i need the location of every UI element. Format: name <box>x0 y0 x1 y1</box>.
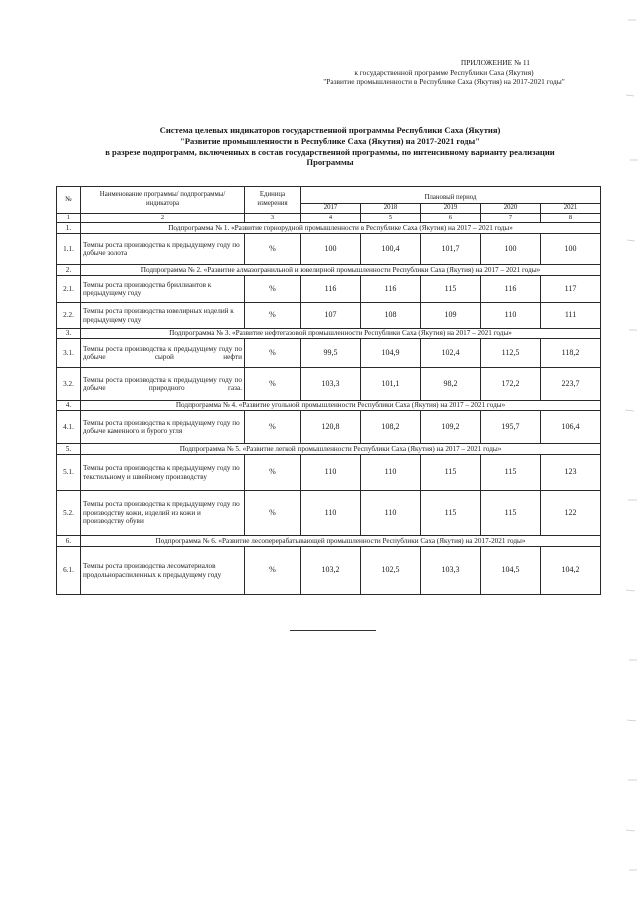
indicator-value: 117 <box>541 276 601 303</box>
indicator-value: 110 <box>301 491 361 536</box>
scan-edge-marks <box>622 0 640 905</box>
indicator-number: 5.1. <box>57 455 81 491</box>
indicator-value: 104,5 <box>481 547 541 595</box>
indicator-value: 115 <box>421 276 481 303</box>
header-name: Наименование программы/ подпрограммы/ индикатора <box>81 187 245 214</box>
subprogram-title: Подпрограмма № 1. «Развитие горнорудной промышленности в Республике Саха (Якутия) на 2017 – 2021 годы» <box>81 223 601 234</box>
indicator-number: 3.2. <box>57 368 81 401</box>
indicator-value: 103,2 <box>301 547 361 595</box>
indicator-value: 118,2 <box>541 339 601 368</box>
column-index: 6 <box>421 213 481 223</box>
appendix-subtitle: к государственной программе Республики Саха (Якутия) <box>354 67 534 77</box>
subprogram-number: 5. <box>57 444 81 455</box>
appendix-block <box>294 58 594 87</box>
indicator-value: 223,7 <box>541 368 601 401</box>
indicator-name: Темпы роста производства бриллиантов к предыдущему году <box>81 276 245 303</box>
indicator-value: 110 <box>361 455 421 491</box>
indicator-row <box>57 455 601 491</box>
indicator-value: 109,2 <box>421 411 481 444</box>
subprogram-title: Подпрограмма № 5. «Развитие легкой промышленности Республики Саха (Якутия) на 2017 – 2021 годы» <box>81 444 601 455</box>
indicator-value: 110 <box>361 491 421 536</box>
indicator-row <box>57 339 601 368</box>
indicator-value: 101,1 <box>361 368 421 401</box>
indicator-value: 101,7 <box>421 234 481 265</box>
indicator-value: 122 <box>541 491 601 536</box>
column-index: 2 <box>81 213 245 223</box>
indicator-value: 109 <box>421 303 481 329</box>
column-index: 4 <box>301 213 361 223</box>
indicator-row <box>57 547 601 595</box>
header-year: 2021 <box>541 204 601 214</box>
header-year: 2017 <box>301 204 361 214</box>
indicator-value: 107 <box>301 303 361 329</box>
column-index: 5 <box>361 213 421 223</box>
indicator-name: Темпы роста производства к предыдущему году по добыче золота <box>81 234 245 265</box>
indicator-value: 100 <box>481 234 541 265</box>
subprogram-row <box>57 329 601 339</box>
indicator-name: Темпы роста производства к предыдущему году по добыче природного газа. <box>81 368 245 401</box>
subprogram-number: 4. <box>57 401 81 411</box>
indicator-value: 115 <box>421 455 481 491</box>
subprogram-number: 1. <box>57 223 81 234</box>
indicator-value: 195,7 <box>481 411 541 444</box>
indicator-value: 99,5 <box>301 339 361 368</box>
subprogram-row <box>57 444 601 455</box>
column-index: 8 <box>541 213 601 223</box>
indicator-value: 104,2 <box>541 547 601 595</box>
indicator-value: 112,5 <box>481 339 541 368</box>
heading-line-1: Система целевых индикаторов государственной программы Республики Саха (Якутия) <box>159 125 501 135</box>
closing-rule <box>290 630 376 631</box>
indicator-value: 120,8 <box>301 411 361 444</box>
subprogram-number: 2. <box>57 265 81 276</box>
indicator-value: 102,5 <box>361 547 421 595</box>
subprogram-title: Подпрограмма № 2. «Развитие алмазогранильной и ювелирной промышленности Республики Саха (Якутия) на 2017 – 2021 годы» <box>81 265 601 276</box>
indicator-value: 110 <box>301 455 361 491</box>
indicator-value: 172,2 <box>481 368 541 401</box>
indicator-number: 5.2. <box>57 491 81 536</box>
document-heading <box>60 125 600 168</box>
header-planned-period: Плановый период <box>301 187 601 204</box>
indicator-unit: % <box>245 547 301 595</box>
indicator-value: 100 <box>301 234 361 265</box>
indicator-name: Темпы роста производства к предыдущему году по добыче каменного и бурого угля <box>81 411 245 444</box>
indicator-value: 108,2 <box>361 411 421 444</box>
indicator-unit: % <box>245 276 301 303</box>
subprogram-row <box>57 536 601 547</box>
indicator-row <box>57 368 601 401</box>
indicator-unit: % <box>245 455 301 491</box>
header-no: № <box>57 187 81 214</box>
indicator-value: 104,9 <box>361 339 421 368</box>
indicator-unit: % <box>245 303 301 329</box>
indicator-number: 3.1. <box>57 339 81 368</box>
subprogram-row <box>57 265 601 276</box>
indicator-row <box>57 303 601 329</box>
indicator-name: Темпы роста производства к предыдущему году по текстильному и швейному производству <box>81 455 245 491</box>
indicator-name: Темпы роста производства ювелирных изделий к предыдущему году <box>81 303 245 329</box>
indicator-value: 115 <box>481 455 541 491</box>
indicator-value: 116 <box>361 276 421 303</box>
subprogram-title: Подпрограмма № 3. «Развитие нефтегазовой промышленности Республики Саха (Якутия) на 2017 – 2021 годы» <box>81 329 601 339</box>
appendix-title: ПРИЛОЖЕНИЕ № 11 <box>460 58 530 67</box>
header-unit: Единица измерения <box>245 187 301 214</box>
heading-line-3: в разрезе подпрограмм, включенных в состав государственной программы, по интенсивному варианту реализации <box>105 146 555 157</box>
subprogram-title: Подпрограмма № 6. «Развитие лесоперерабатывающей промышленности Республики Саха (Якутия) на 2017-2021 годы» <box>81 536 601 547</box>
column-index: 1 <box>57 213 81 223</box>
indicator-unit: % <box>245 234 301 265</box>
indicator-value: 100,4 <box>361 234 421 265</box>
indicator-unit: % <box>245 339 301 368</box>
indicator-value: 102,4 <box>421 339 481 368</box>
subprogram-title: Подпрограмма № 4. «Развитие угольной промышленности Республики Саха (Якутия) на 2017 – 2021 годы» <box>81 401 601 411</box>
indicator-value: 123 <box>541 455 601 491</box>
indicator-value: 103,3 <box>301 368 361 401</box>
column-index: 3 <box>245 213 301 223</box>
indicator-value: 98,2 <box>421 368 481 401</box>
indicator-number: 6.1. <box>57 547 81 595</box>
subprogram-number: 6. <box>57 536 81 547</box>
header-year: 2018 <box>361 204 421 214</box>
indicator-value: 106,4 <box>541 411 601 444</box>
indicator-value: 100 <box>541 234 601 265</box>
indicator-value: 111 <box>541 303 601 329</box>
indicators-table <box>56 186 601 595</box>
indicator-unit: % <box>245 411 301 444</box>
appendix-program-name: "Развитие промышленности в Республике Саха (Якутия) на 2017-2021 годы" <box>323 77 565 87</box>
indicator-value: 115 <box>481 491 541 536</box>
subprogram-number: 3. <box>57 329 81 339</box>
heading-line-4: Программы <box>306 157 354 168</box>
indicator-value: 116 <box>301 276 361 303</box>
indicator-name: Темпы роста производства к предыдущему году по добыче сырой нефти <box>81 339 245 368</box>
indicator-number: 2.1. <box>57 276 81 303</box>
indicator-row <box>57 276 601 303</box>
indicator-value: 108 <box>361 303 421 329</box>
indicator-number: 1.1. <box>57 234 81 265</box>
indicator-value: 110 <box>481 303 541 329</box>
indicator-value: 116 <box>481 276 541 303</box>
header-year: 2019 <box>421 204 481 214</box>
indicator-name: Темпы роста производства к предыдущему году по производству кожи, изделий из кожи и производству обуви <box>81 491 245 536</box>
indicator-unit: % <box>245 491 301 536</box>
heading-line-2: "Развитие промышленности в Республике Саха (Якутия) на 2017-2021 годы" <box>179 135 480 146</box>
column-index: 7 <box>481 213 541 223</box>
indicator-unit: % <box>245 368 301 401</box>
indicator-value: 115 <box>421 491 481 536</box>
indicator-row <box>57 411 601 444</box>
indicator-number: 2.2. <box>57 303 81 329</box>
subprogram-row <box>57 401 601 411</box>
subprogram-row <box>57 223 601 234</box>
indicator-number: 4.1. <box>57 411 81 444</box>
indicator-row <box>57 491 601 536</box>
indicator-name: Темпы роста производства лесоматериалов продольнораспиленных к предыдущему году <box>81 547 245 595</box>
indicator-value: 103,3 <box>421 547 481 595</box>
header-year: 2020 <box>481 204 541 214</box>
indicator-row <box>57 234 601 265</box>
